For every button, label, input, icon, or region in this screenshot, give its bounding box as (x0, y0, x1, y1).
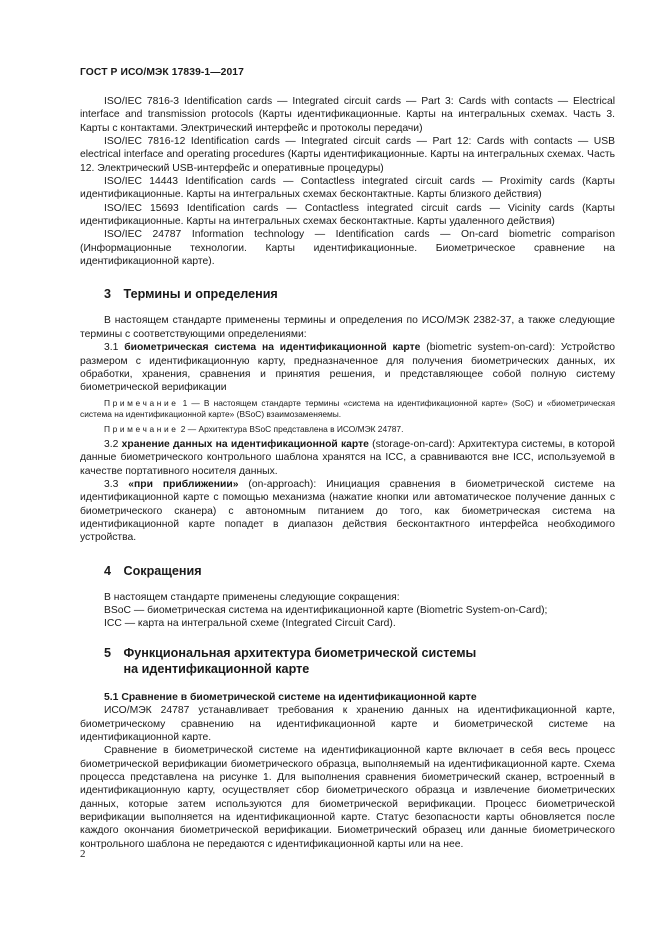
section-number: 5 (104, 645, 112, 660)
note-text: 2 — Архитектура BSoC представлена в ИСО/МЭК 24787. (178, 423, 404, 434)
note-label: Примечание (104, 423, 179, 434)
term-definition: (on-approach): Инициация сравнения в биометрической системе на идентификационной карте с помощью механизма (нажатие кнопки или автоматическое получение данных с биометрического сканера) с автономным питанием до того, как биометрическая система на идентификационной карте попадет в диапазон действия бесконтактного интерфейса необходимого устройства. (80, 479, 615, 544)
section-title: Сокращения (123, 563, 202, 578)
term-name: «при приближении» (128, 479, 239, 491)
section-number: 3 (104, 287, 112, 302)
term-definition: (storage-on-card): Архитектура системы, в которой данные биометрического контрольного шаблона хранятся на ICC, а сравниваются вне ICC, используемой в качестве портативного носителя данных. (80, 439, 615, 477)
term-3-2 (80, 438, 615, 478)
section-4-heading (104, 563, 615, 579)
reference-item: ISO/IEC 15693 Identification cards — Contactless integrated circuit cards — Vicinity cards (Карты идентификационные. Карты на интегральных схемах бесконтактные. Карты удаленного действия) (80, 202, 615, 228)
page-number: 2 (80, 848, 86, 860)
term-name: хранение данных на идентификационной карте (121, 439, 369, 451)
page-body (80, 95, 615, 851)
term-3-1 (80, 341, 615, 394)
reference-item: ISO/IEC 7816-3 Identification cards — Integrated circuit cards — Part 3: Cards with contacts — Electrical interface and transmission protocols (Карты идентификационные. Карты на интегральных схемах. Часть 3. Карты с контактами. Электрический интерфейс и протоколы передачи) (80, 96, 615, 134)
reference-item: ISO/IEC 24787 Information technology — Identification cards — On-card biometric comparison (Информационные технологии. Карты идентификационные. Биометрическое сравнение на идентификационной карте). (80, 229, 615, 268)
reference-item: ISO/IEC 14443 Identification cards — Contactless integrated circuit cards — Proximity cards (Карты идентификационные. Карты на интегральных схемах бесконтактные. Карты близкого действия) (80, 176, 615, 201)
term-3-3 (80, 478, 615, 545)
section-title-line1: Функциональная архитектура биометрической системы (123, 645, 477, 660)
paragraph: Сравнение в биометрической системе на идентификационной карте включает в себя весь процесс биометрической верификации биометрического образца, выполняемый на идентификационной карте. Схема процесса представлена на рисунке 1. Для выполнения сравнения биометрический сканер, встроенный в идентификационную карту, осуществляет сбор биометрического образца и извлечение биометрических данных, которые затем используются для биометрической верификации. Процесс биометрической верификации выполняется на идентификационной карте. Статус безопасности карты обновляется после каждого окончания биометрической верификации. Биометрический образец или данные биометрического контрольного шаблона не передаются с идентификационной карты или на нее. (80, 745, 615, 850)
reference-item: ISO/IEC 7816-12 Identification cards — Integrated circuit cards — Part 12: Cards with contacts — USB electrical interface and operating procedures (Карты идентификационные. Карты на интегральных схемах. Часть 12. Электрический USB-интерфейс и оперативные процедуры) (80, 136, 615, 174)
page-header: ГОСТ Р ИСО/МЭК 17839-1—2017 (80, 67, 244, 78)
note-2 (80, 424, 615, 436)
term-definition: (biometric system-on-card): Устройство размером с идентификационную карту, предназначенное для получения биометрических данных, их обработки, хранения, сравнения и принятия решения, и представляющее собой полную систему биометрической верификации (80, 342, 616, 394)
note-1 (80, 398, 615, 421)
subsection-5-1-heading: 5.1 Сравнение в биометрической системе на идентификационной карте (104, 691, 477, 703)
abbreviation-item: ICC — карта на интегральной схеме (Integrated Circuit Card). (104, 618, 396, 630)
section-title: Термины и определения (123, 287, 278, 302)
section-number: 4 (104, 563, 112, 578)
note-text: 1 — В настоящем стандарте термины «система на идентификационной карте» (SoC) и «биометрическая система на идентификационной карте» (BSoC) взаимозаменяемы. (80, 397, 615, 420)
term-number: 3.2 (104, 439, 119, 451)
term-number: 3.3 (104, 479, 119, 491)
section-5-heading (104, 645, 615, 677)
section-4-intro: В настоящем стандарте применены следующие сокращения: (104, 591, 400, 603)
paragraph: ИСО/МЭК 24787 устанавливает требования к хранению данных на идентификационной карте, биометрическому сравнению на идентификационной карте и биометрической системе на идентификационной карте. (80, 705, 615, 743)
section-3-intro: В настоящем стандарте применены термины и определения по ИСО/МЭК 2382-37, а также следующие термины с соответствующими определениями: (80, 315, 615, 340)
note-label: Примечание (104, 397, 179, 408)
section-3-heading (104, 286, 615, 302)
term-number: 3.1 (104, 342, 119, 354)
abbreviation-item: BSoC — биометрическая система на идентификационной карте (Biometric System-on-Card); (104, 605, 548, 617)
term-name: биометрическая система на идентификационной карте (124, 342, 421, 354)
section-title-line2: на идентификационной карте (123, 661, 310, 676)
